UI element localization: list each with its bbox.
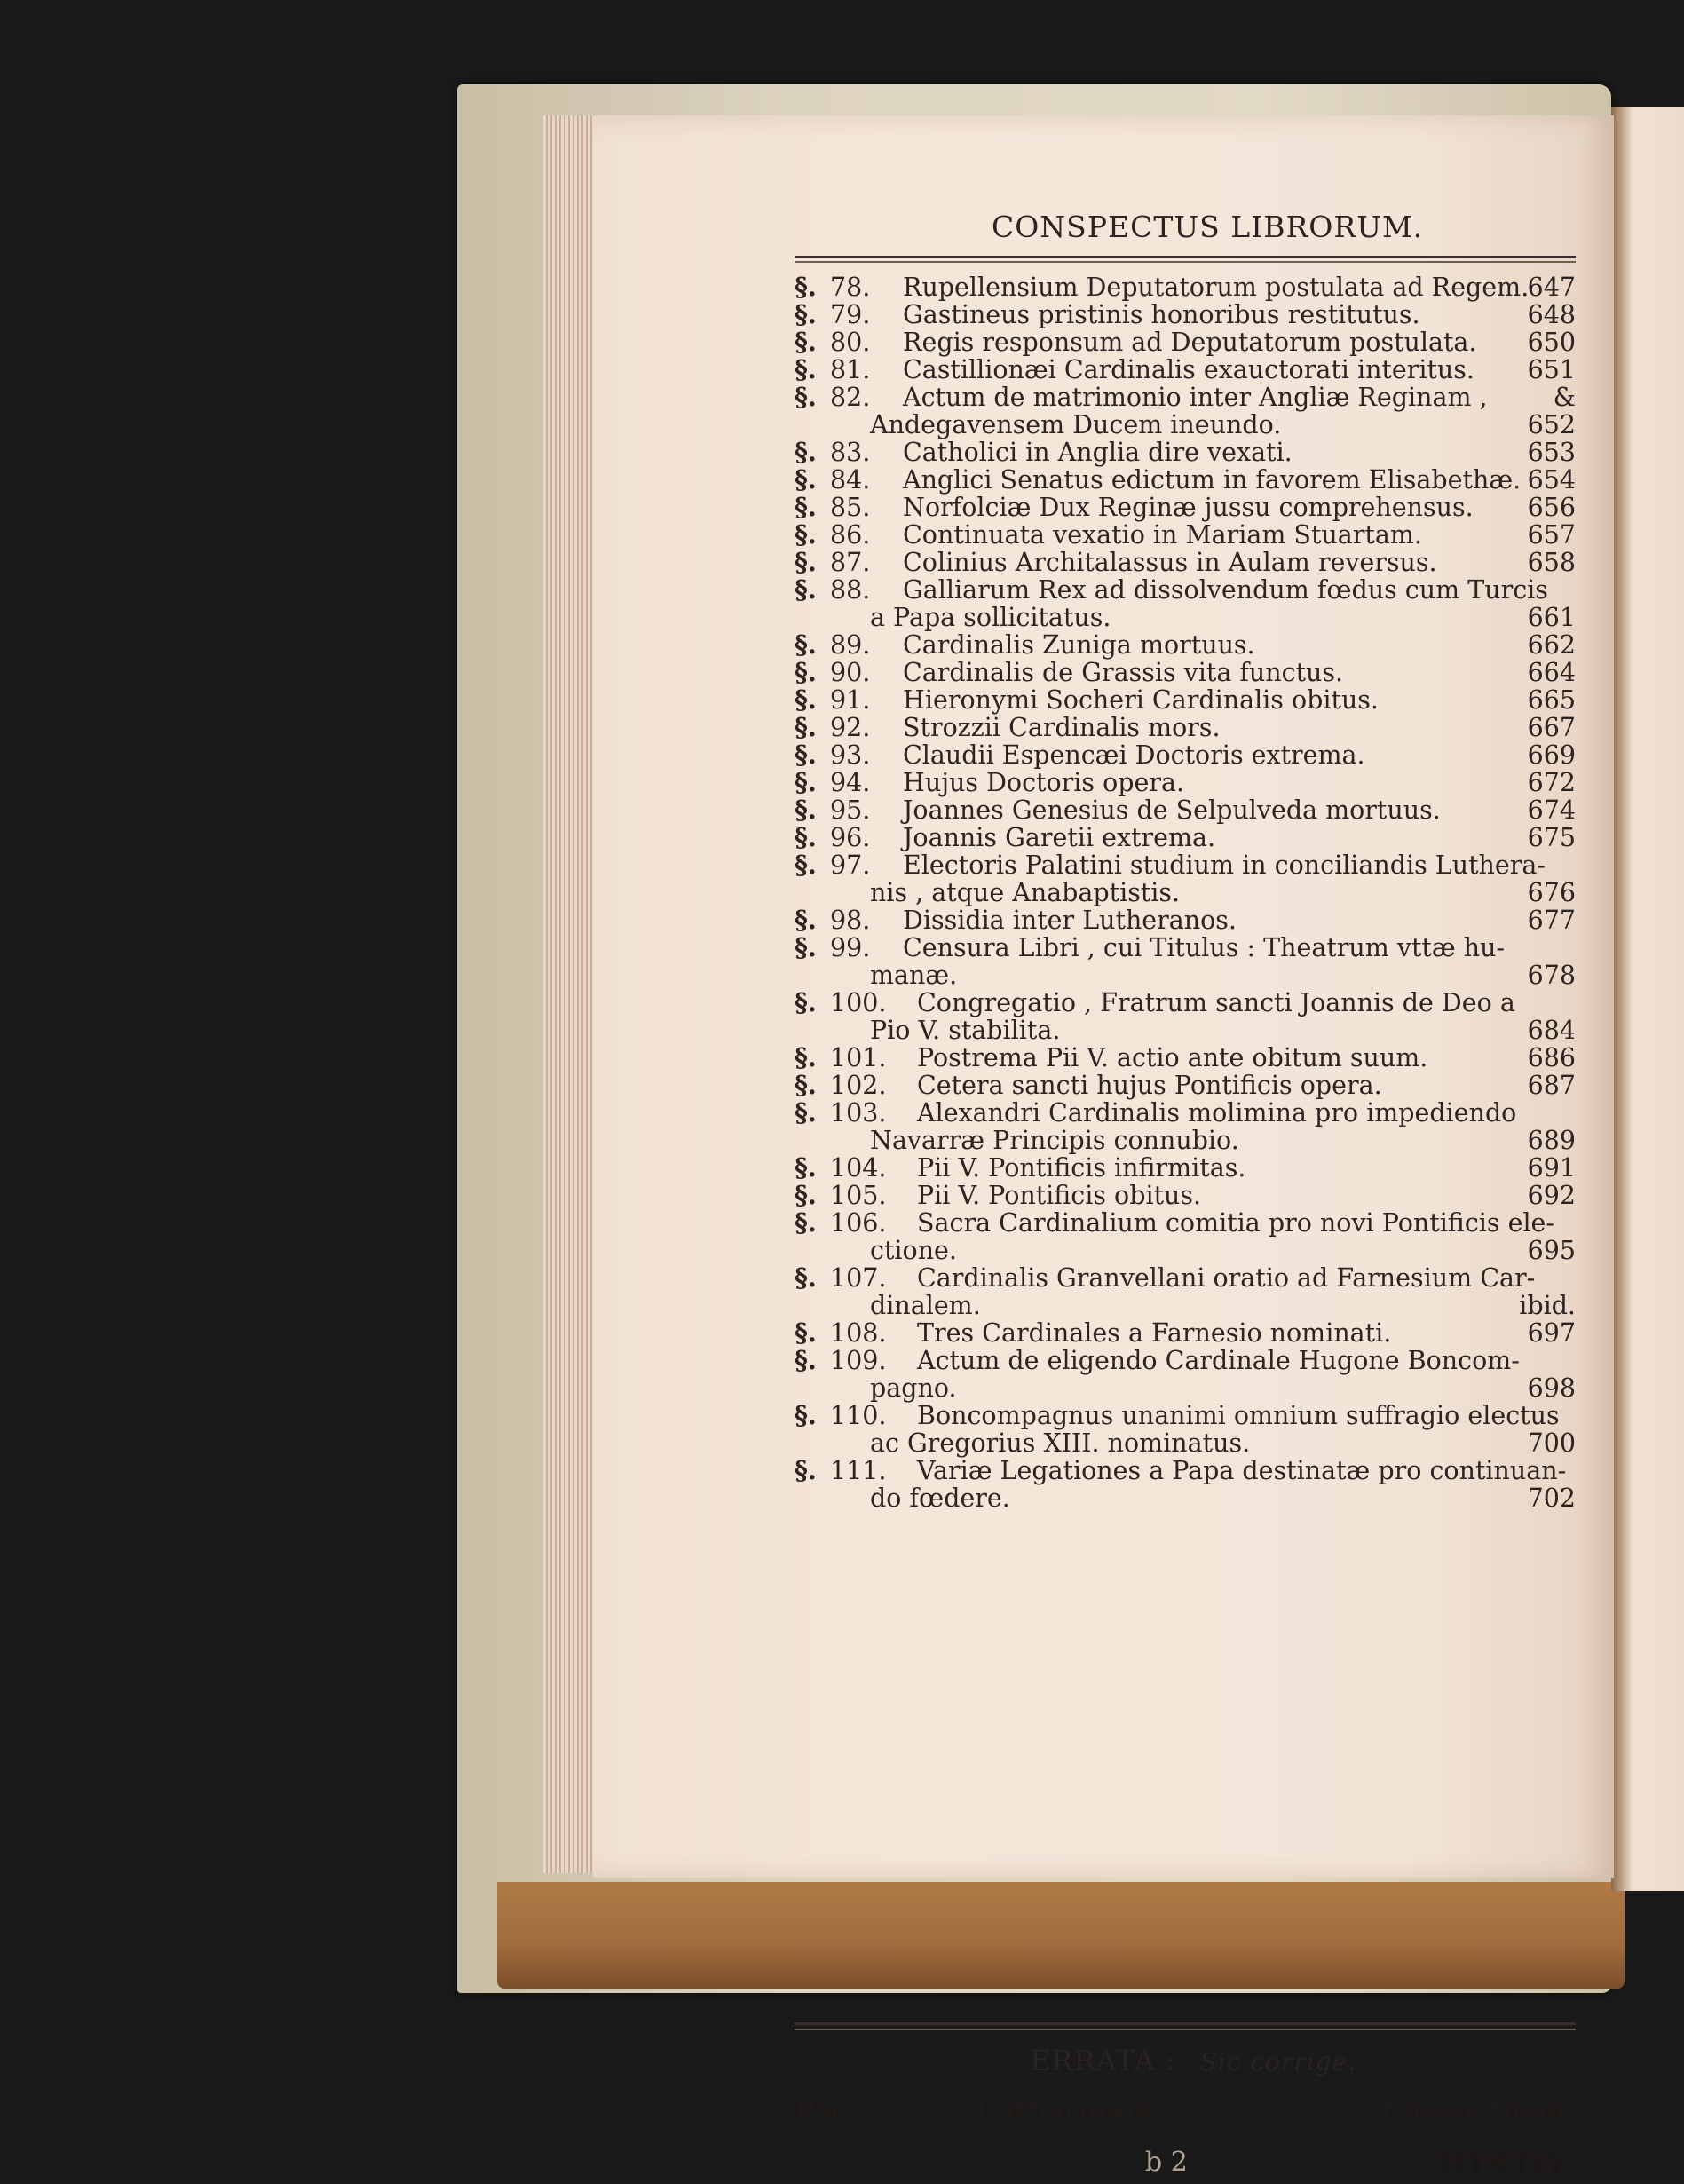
page-number: 657 <box>1527 520 1576 550</box>
toc-entry-text: manæ. <box>870 961 958 990</box>
page-number: 651 <box>1527 355 1576 384</box>
toc-entry-text: Cardinalis de Grassis vita functus. <box>903 658 1344 687</box>
toc-entry-text: Dissidia inter Lutheranos. <box>903 906 1237 935</box>
toc-entry-text: Galliarum Rex ad dissolvendum fœdus cum Turcis <box>903 575 1548 605</box>
toc-entry-line <box>795 1457 1576 1484</box>
section-number: 89. <box>830 630 871 660</box>
section-number: 84. <box>830 465 871 495</box>
toc-entry-line <box>795 851 1576 879</box>
toc-entry-text: Andegavensem Ducem ineundo. <box>870 410 1282 439</box>
section-number: 91. <box>830 685 871 715</box>
toc-entry-text: nis , atque Anabaptistis. <box>870 878 1181 907</box>
section-sign: §. <box>795 1318 817 1348</box>
toc-entry-line <box>795 273 1576 301</box>
section-sign: §. <box>795 905 817 935</box>
toc-entry-line <box>795 1237 1576 1264</box>
section-number: 81. <box>830 355 871 384</box>
section-number: 105. <box>830 1181 887 1210</box>
toc-entry-text: Pio V. stabilita. <box>870 1016 1061 1045</box>
section-sign: §. <box>795 354 817 384</box>
toc-entry-text: ctione. <box>870 1236 957 1265</box>
toc-entry-text: Continuata vexatio in Mariam Stuartam. <box>903 520 1422 550</box>
section-sign: §. <box>795 767 817 797</box>
toc-entry-text: Rupellensium Deputatorum postulata ad Regem. <box>903 273 1530 302</box>
section-sign: §. <box>795 1400 817 1430</box>
toc-entry <box>795 1072 1576 1099</box>
section-sign: §. <box>795 1180 817 1210</box>
section-number: 88. <box>830 575 871 605</box>
section-number: 93. <box>830 740 871 770</box>
section-number: 87. <box>830 548 871 577</box>
toc-entry-text: Colinius Architalassus in Aulam reversus. <box>903 548 1437 577</box>
section-number: 79. <box>830 300 871 329</box>
errata-separator: . <box>1185 2095 1194 2126</box>
toc-entry-text: Pii V. Pontificis infirmitas. <box>917 1153 1246 1183</box>
toc-entry-text: Joannes Genesius de Selpulveda mortuus. <box>903 795 1441 825</box>
section-number: 108. <box>830 1318 887 1348</box>
page-number: 686 <box>1527 1043 1576 1072</box>
page-number: 676 <box>1527 878 1576 907</box>
section-number: 85. <box>830 493 871 522</box>
section-sign: §. <box>795 657 817 687</box>
section-sign: §. <box>795 437 817 467</box>
section-sign: §. <box>795 1455 817 1485</box>
toc-entry-text: Regis responsum ad Deputatorum postulata. <box>903 328 1477 357</box>
toc-entry <box>795 741 1576 769</box>
page-number: 665 <box>1527 685 1576 715</box>
errata-instruction: Sic corrige. <box>1199 2047 1357 2077</box>
section-sign: §. <box>795 629 817 660</box>
toc-entry <box>795 1319 1576 1347</box>
toc-entry-text: Hieronymi Socheri Cardinalis obitus. <box>903 685 1379 715</box>
section-sign: §. <box>795 519 817 550</box>
section-number: 100. <box>830 988 887 1017</box>
section-number: 96. <box>830 823 871 852</box>
toc-entry-text: do fœdere. <box>870 1484 1010 1513</box>
catchword: HISTO- <box>1438 2147 1578 2184</box>
toc-entry-text: dinalem. <box>870 1291 981 1320</box>
toc-entry <box>795 906 1576 934</box>
section-number: 102. <box>830 1071 887 1100</box>
section-number: 101. <box>830 1043 887 1072</box>
toc-entry-text: Anglici Senatus edictum in favorem Elisabethæ. <box>903 465 1522 495</box>
section-number: 104. <box>830 1153 887 1183</box>
toc-entry-text: Joannis Garetii extrema. <box>903 823 1216 852</box>
toc-entry-line <box>795 934 1576 961</box>
toc-entry <box>795 1209 1576 1264</box>
toc-entry-line <box>795 1484 1576 1512</box>
toc-entry-text: Actum de eligendo Cardinale Hugone Boncom- <box>917 1346 1520 1375</box>
toc-entry-line <box>795 549 1576 576</box>
toc-entry-line <box>795 576 1576 604</box>
page-number: 691 <box>1527 1153 1576 1183</box>
toc-entry <box>795 1182 1576 1209</box>
toc-entry-text: Claudii Espencæi Doctoris extrema. <box>903 740 1365 770</box>
toc-entry <box>795 494 1576 521</box>
page-number: 677 <box>1527 906 1576 935</box>
section-number: 110. <box>830 1401 887 1430</box>
toc-entry-line <box>795 1127 1576 1154</box>
toc-entry-line <box>795 1374 1576 1402</box>
section-sign: §. <box>795 492 817 522</box>
section-number: 90. <box>830 658 871 687</box>
toc-entry <box>795 1044 1576 1072</box>
toc-entry <box>795 659 1576 686</box>
toc-entry <box>795 631 1576 659</box>
toc-entry-text: pagno. <box>870 1373 957 1403</box>
toc-entry <box>795 851 1576 906</box>
section-number: 86. <box>830 520 871 550</box>
header-rule <box>795 256 1576 258</box>
errata-separator: - <box>1287 2095 1297 2126</box>
page-number: 662 <box>1527 630 1576 660</box>
toc-entry <box>795 1402 1576 1457</box>
toc-entry <box>795 1099 1576 1154</box>
toc-entry-line <box>795 1072 1576 1099</box>
toc-entry <box>795 1154 1576 1182</box>
toc-entry-line <box>795 1319 1576 1347</box>
section-sign: §. <box>795 464 817 495</box>
toc-entry <box>795 686 1576 714</box>
errata-correct-word: Elisabetham. <box>1380 2095 1576 2126</box>
page-number: 656 <box>1527 493 1576 522</box>
page-number: 652 <box>1527 410 1576 439</box>
section-number: 109. <box>830 1346 887 1375</box>
toc-entry-line <box>795 356 1576 384</box>
section-sign: §. <box>795 1262 817 1293</box>
errata-row <box>795 2095 1576 2131</box>
section-sign: §. <box>795 327 817 357</box>
toc-entry-text: Alexandri Cardinalis molimina pro impediendo <box>917 1098 1517 1128</box>
page-number: 692 <box>1527 1181 1576 1210</box>
signature-mark: b 2 <box>1145 2147 1188 2178</box>
toc-entry-text: Navarræ Principis connubio. <box>870 1126 1239 1155</box>
toc-entry <box>795 989 1576 1044</box>
toc-entry <box>795 384 1576 439</box>
page-number: 650 <box>1527 328 1576 357</box>
toc-entry-text: Gastineus pristinis honoribus restitutus. <box>903 300 1420 329</box>
toc-entry-text: Hujus Doctoris opera. <box>903 768 1185 797</box>
table-of-contents <box>795 273 1576 1512</box>
section-sign: §. <box>795 299 817 329</box>
section-sign: §. <box>795 987 817 1017</box>
toc-entry <box>795 824 1576 851</box>
page-number: 664 <box>1527 658 1576 687</box>
section-number: 82. <box>830 383 871 412</box>
page-number: 698 <box>1527 1373 1576 1403</box>
toc-entry-text: Catholici in Anglia dire vexati. <box>903 438 1293 467</box>
toc-entry <box>795 1457 1576 1512</box>
toc-entry <box>795 439 1576 466</box>
toc-entry-text: ac Gregorius XIII. nominatus. <box>870 1428 1251 1458</box>
toc-entry-line <box>795 714 1576 741</box>
toc-entry <box>795 769 1576 796</box>
toc-entry-line <box>795 906 1576 934</box>
toc-entry-text: Sacra Cardinalium comitia pro novi Pontificis ele- <box>917 1208 1555 1238</box>
section-sign: §. <box>795 1042 817 1072</box>
errata-heading <box>1030 2044 1356 2077</box>
section-sign: §. <box>795 1345 817 1375</box>
toc-entry-line <box>795 631 1576 659</box>
toc-entry-line <box>795 1209 1576 1237</box>
section-sign: §. <box>795 822 817 852</box>
page-number: 672 <box>1527 768 1576 797</box>
page-number: 658 <box>1527 548 1576 577</box>
toc-entry-line <box>795 1347 1576 1374</box>
page-number: 697 <box>1527 1318 1576 1348</box>
section-number: 83. <box>830 438 871 467</box>
toc-entry-text: Norfolciæ Dux Reginæ jussu comprehensus. <box>903 493 1474 522</box>
toc-entry-line <box>795 769 1576 796</box>
section-number: 80. <box>830 328 871 357</box>
toc-entry-line <box>795 1429 1576 1457</box>
page-number: 689 <box>1527 1126 1576 1155</box>
section-number: 78. <box>830 273 871 302</box>
toc-entry <box>795 273 1576 301</box>
section-sign: §. <box>795 795 817 825</box>
toc-entry-line <box>795 1292 1576 1319</box>
toc-entry <box>795 356 1576 384</box>
page-number: 654 <box>1527 465 1576 495</box>
section-number: 111. <box>830 1456 887 1485</box>
toc-entry-line <box>795 494 1576 521</box>
toc-entry-line <box>795 961 1576 989</box>
errata-title: ERRATA : <box>1030 2044 1176 2077</box>
toc-entry-text: Actum de matrimonio inter Angliæ Reginam , <box>903 383 1488 412</box>
toc-entry-line <box>795 301 1576 328</box>
section-sign: §. <box>795 684 817 715</box>
section-number: 98. <box>830 906 871 935</box>
toc-entry-line <box>795 521 1576 549</box>
page-number: 684 <box>1527 1016 1576 1045</box>
toc-entry-line <box>795 989 1576 1017</box>
toc-entry-text: Censura Libri , cui Titulus : Theatrum vttæ hu- <box>903 933 1506 962</box>
page-number: 648 <box>1527 300 1576 329</box>
page-header: CONSPECTUS LIBRORUM. <box>992 210 1424 244</box>
page-number: 675 <box>1527 823 1576 852</box>
toc-entry-line <box>795 1044 1576 1072</box>
toc-entry-line <box>795 328 1576 356</box>
facing-page-edge <box>1611 107 1684 1891</box>
section-sign: §. <box>795 712 817 742</box>
section-sign: §. <box>795 932 817 962</box>
toc-entry <box>795 549 1576 576</box>
toc-entry-line <box>795 466 1576 494</box>
page-number: 687 <box>1527 1071 1576 1100</box>
errata-separator: - <box>1234 2095 1244 2126</box>
continuation-mark: & <box>1553 383 1576 412</box>
page-number: 702 <box>1527 1484 1576 1513</box>
toc-entry-line <box>795 411 1576 439</box>
page-number: 647 <box>1527 273 1576 302</box>
section-number: 99. <box>830 933 871 962</box>
footer-rule-thin <box>795 2029 1576 2030</box>
page-number: 695 <box>1527 1236 1576 1265</box>
section-number: 106. <box>830 1208 887 1238</box>
toc-entry-line <box>795 659 1576 686</box>
section-sign: §. <box>795 547 817 577</box>
section-sign: §. <box>795 1207 817 1238</box>
toc-entry-text: Congregatio , Fratrum sancti Joannis de Deo a <box>917 988 1515 1017</box>
toc-entry-text: Tres Cardinales a Farnesio nominati. <box>917 1318 1392 1348</box>
toc-entry-line <box>795 741 1576 769</box>
errata-wrong-word: Catharinam <box>976 2095 1153 2126</box>
toc-entry-text: Cetera sancti hujus Pontificis opera. <box>917 1071 1382 1100</box>
page-number: 661 <box>1527 603 1576 632</box>
section-number: 107. <box>830 1263 887 1293</box>
section-sign: §. <box>795 1152 817 1183</box>
toc-entry <box>795 714 1576 741</box>
page-stack-edge <box>543 115 595 1873</box>
book-cover-edge <box>497 1882 1625 1989</box>
page-number: 700 <box>1527 1428 1576 1458</box>
page-number: ibid. <box>1519 1291 1576 1320</box>
section-number: 103. <box>830 1098 887 1128</box>
toc-entry-text: Electoris Palatini studium in conciliandis Luthera- <box>903 851 1546 880</box>
toc-entry-text: Cardinalis Granvellani oratio ad Farnesium Car- <box>917 1263 1536 1293</box>
toc-entry-text: Pii V. Pontificis obitus. <box>917 1181 1202 1210</box>
toc-entry-line <box>795 1099 1576 1127</box>
toc-entry-text: Boncompagnus unanimi omnium suffragio electus <box>917 1401 1560 1430</box>
toc-entry-line <box>795 686 1576 714</box>
toc-entry <box>795 328 1576 356</box>
toc-entry <box>795 466 1576 494</box>
toc-entry-line <box>795 1402 1576 1429</box>
section-number: 92. <box>830 713 871 742</box>
section-sign: §. <box>795 272 817 302</box>
toc-entry-line <box>795 384 1576 411</box>
toc-entry-line <box>795 1264 1576 1292</box>
section-sign: §. <box>795 1070 817 1100</box>
footer-rule <box>795 2022 1576 2025</box>
toc-entry <box>795 301 1576 328</box>
page-number: 653 <box>1527 438 1576 467</box>
page-number: 678 <box>1527 961 1576 990</box>
toc-entry-text: Variæ Legationes a Papa destinatæ pro continuan- <box>917 1456 1567 1485</box>
page-number: 667 <box>1527 713 1576 742</box>
toc-entry-line <box>795 1182 1576 1209</box>
toc-entry <box>795 521 1576 549</box>
toc-entry-text: Castillionæi Cardinalis exauctorati interitus. <box>903 355 1474 384</box>
section-number: 95. <box>830 795 871 825</box>
toc-entry-line <box>795 824 1576 851</box>
toc-entry-text: a Papa sollicitatus. <box>870 603 1111 632</box>
toc-entry-line <box>795 1017 1576 1044</box>
toc-entry <box>795 1264 1576 1319</box>
errata-page-label: Pag. <box>795 2095 859 2126</box>
toc-entry <box>795 796 1576 824</box>
toc-entry-text: Strozzii Cardinalis mors. <box>903 713 1221 742</box>
section-sign: §. <box>795 382 817 412</box>
section-sign: §. <box>795 574 817 605</box>
section-number: 97. <box>830 851 871 880</box>
section-number: 94. <box>830 768 871 797</box>
page-number: 674 <box>1527 795 1576 825</box>
header-rule-thin <box>795 261 1576 263</box>
toc-entry-line <box>795 1154 1576 1182</box>
toc-entry-line <box>795 604 1576 631</box>
toc-entry-text: Postrema Pii V. actio ante obitum suum. <box>917 1043 1428 1072</box>
toc-entry-text: Cardinalis Zuniga mortuus. <box>903 630 1255 660</box>
page-number: 669 <box>1527 740 1576 770</box>
section-sign: §. <box>795 740 817 770</box>
toc-entry-line <box>795 796 1576 824</box>
toc-entry <box>795 1347 1576 1402</box>
errata-page-number: 171. <box>867 2095 927 2126</box>
toc-entry <box>795 576 1576 631</box>
toc-entry-line <box>795 879 1576 906</box>
section-sign: §. <box>795 850 817 880</box>
section-sign: §. <box>795 1097 817 1128</box>
toc-entry-line <box>795 439 1576 466</box>
toc-entry <box>795 934 1576 989</box>
